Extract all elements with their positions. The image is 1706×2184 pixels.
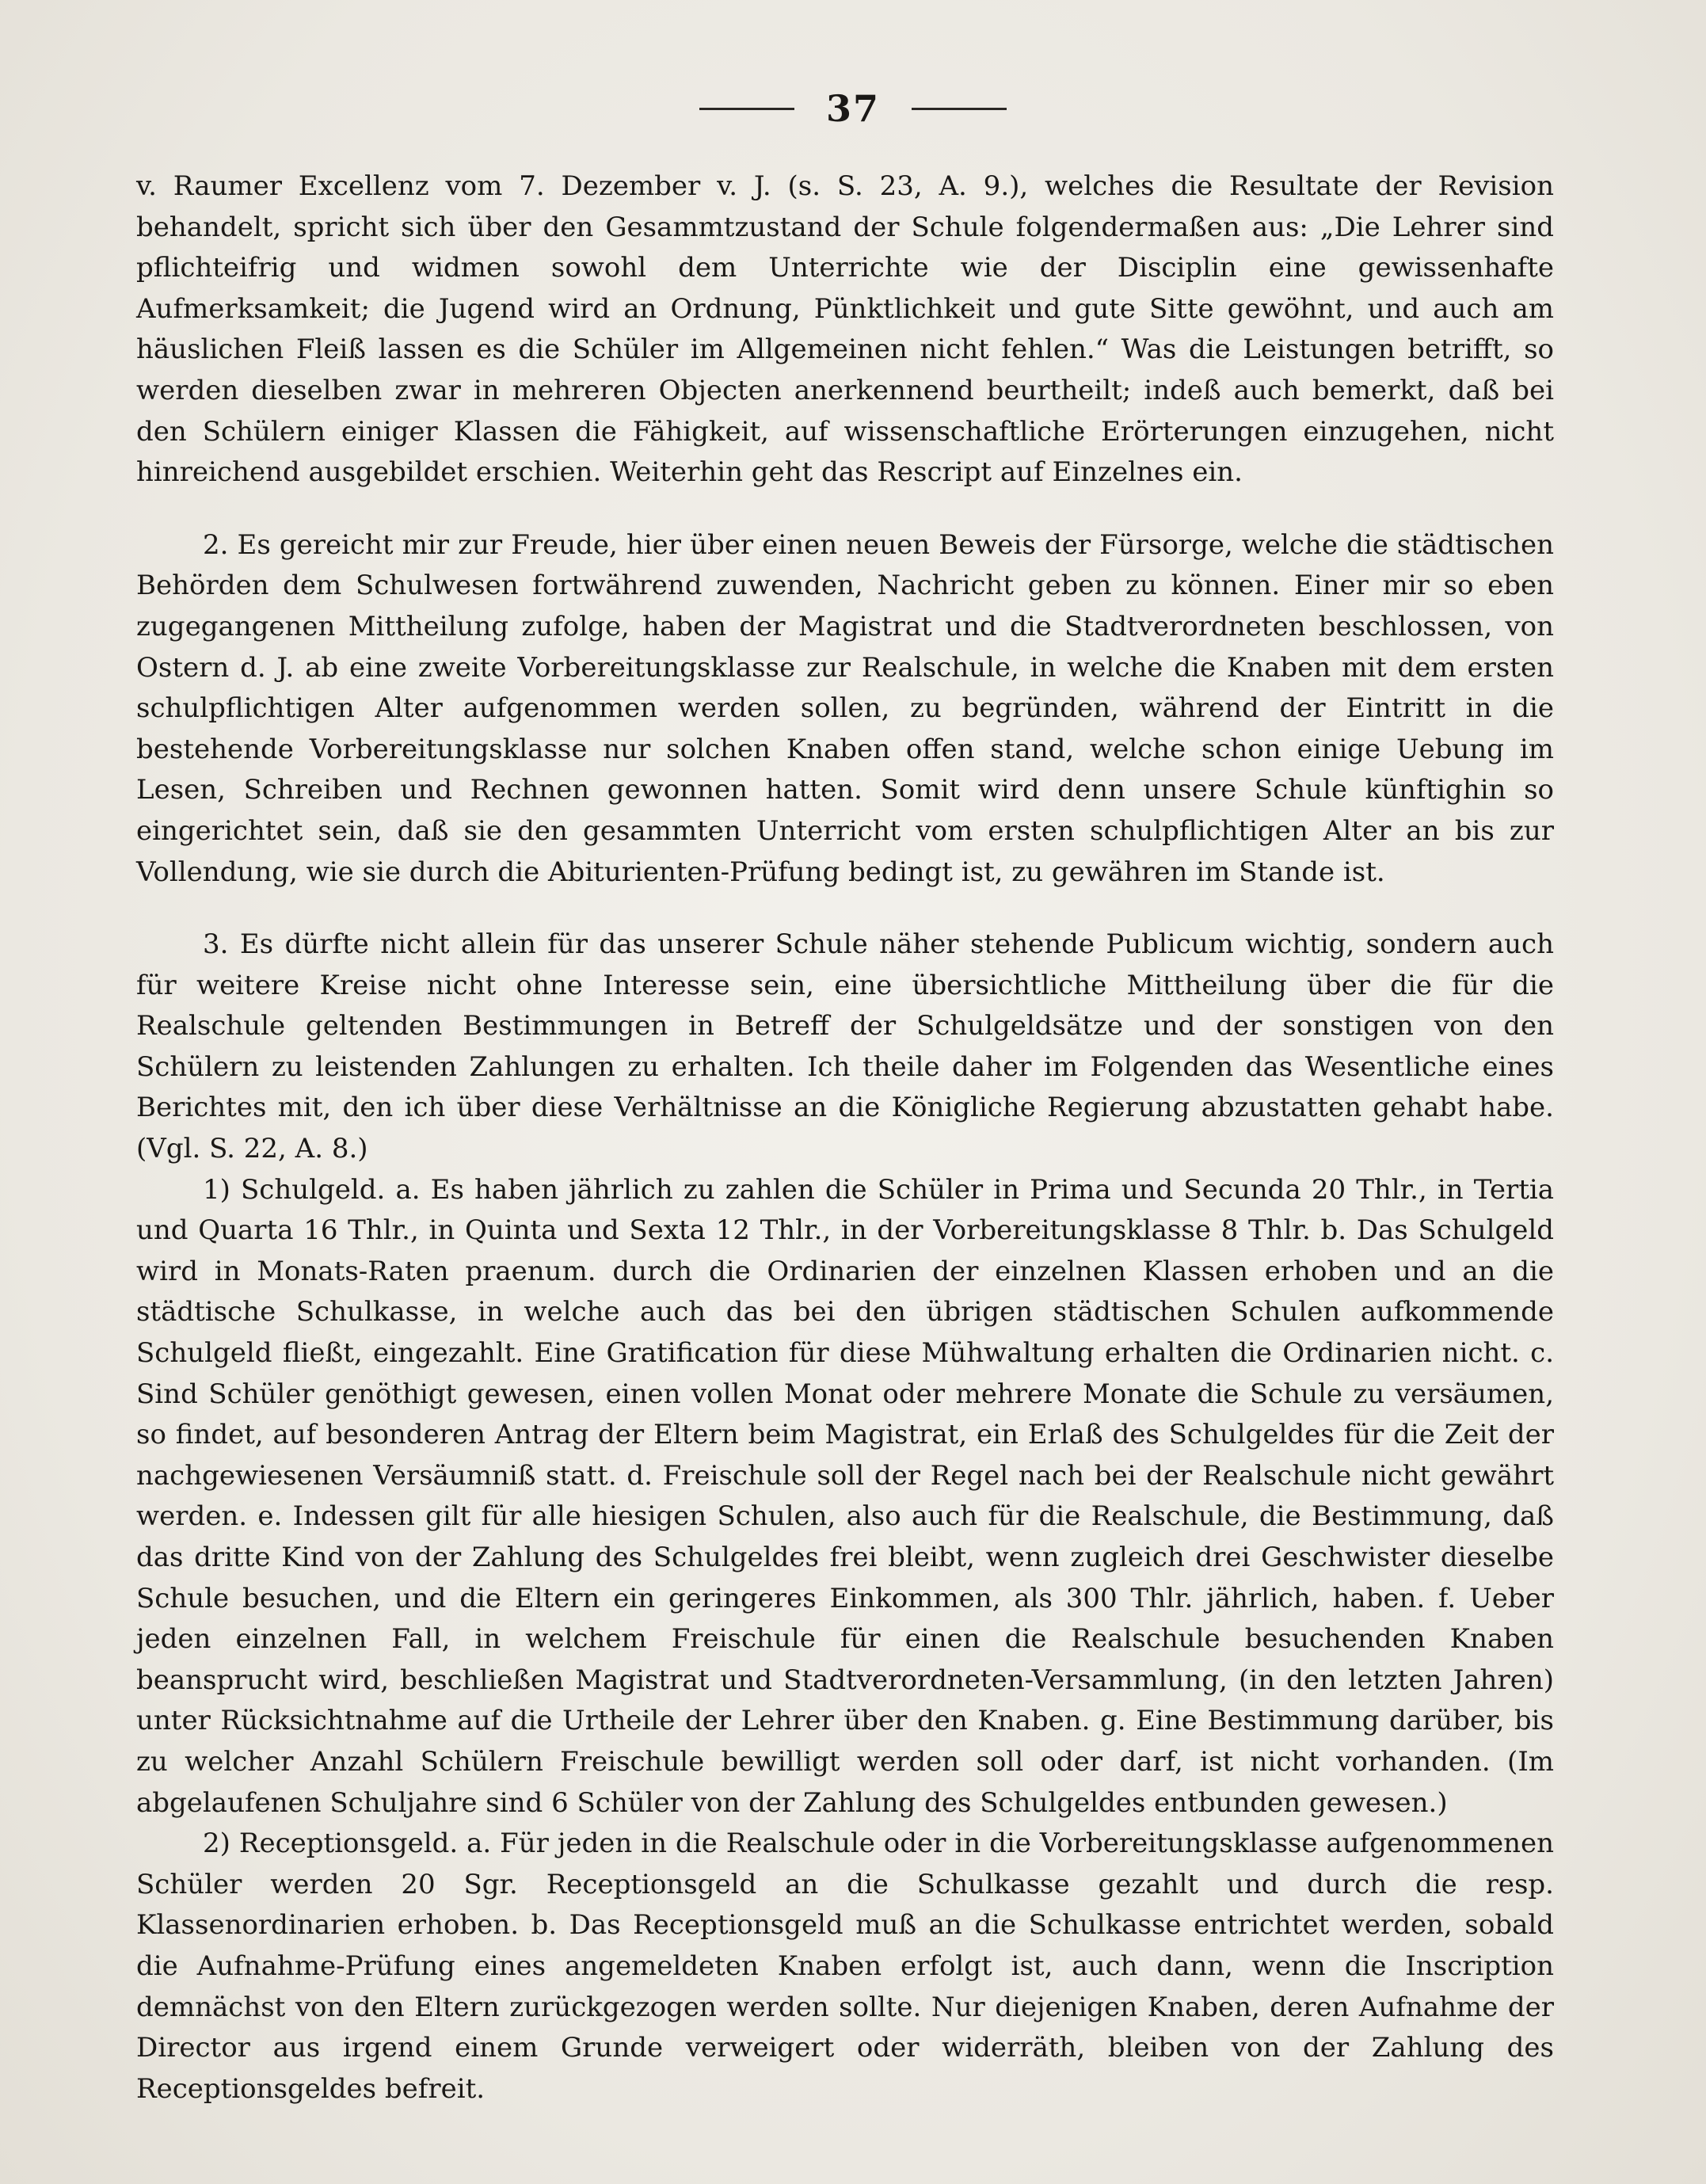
page-header	[0, 87, 1706, 130]
paragraph-continuation: v. Raumer Excellenz vom 7. Dezember v. J. (s. S. 23, A. 9.), welches die Resultate der Revision behandelt, spricht sich über den Gesammtzustand der Schule folgendermaßen aus: „Die Lehrer sind pflichteifrig und widmen sowohl dem Unterrichte wie der Disciplin eine gewissenhafte Aufmerksamkeit; die Jugend wird an Ordnung, Pünktlichkeit und gute Sitte gewöhnt, und auch am häuslichen Fleiß lassen es die Schüler im Allgemeinen nicht fehlen.“ Was die Leistungen betrifft, so werden dieselben zwar in mehreren Objecten anerkennend beurtheilt; indeß auch bemerkt, daß bei den Schülern einiger Klassen die Fähigkeit, auf wissenschaftliche Erörterungen einzugehen, nicht hinreichend ausgebildet erschien. Weiterhin geht das Rescript auf Einzelnes ein.	[136, 170, 1554, 489]
paragraph-schulgeld: 1) Schulgeld. a. Es haben jährlich zu zahlen die Schüler in Prima und Secunda 20 Thlr., in Tertia und Quarta 16 Thlr., in Quinta und Sexta 12 Thlr., in der Vorbereitungsklasse 8 Thlr. b. Das Schulgeld wird in Monats-Raten praenum. durch die Ordinarien der einzelnen Klassen erhoben und an die städtische Schulkasse, in welche auch das bei den übrigen städtischen Schulen aufkommende Schulgeld fließt, eingezahlt. Eine Gratification für diese Mühwaltung erhalten die Ordinarien nicht. c. Sind Schüler genöthigt gewesen, einen vollen Monat oder mehrere Monate die Schule zu versäumen, so findet, auf besonderen Antrag der Eltern beim Magistrat, ein Erlaß des Schulgeldes für die Zeit der nachgewiesenen Versäumniß statt. d. Freischule soll der Regel nach bei der Realschule nicht gewährt werden. e. Indessen gilt für alle hiesigen Schulen, also auch für die Realschule, die Bestimmung, daß das dritte Kind von der Zahlung des Schulgeldes frei bleibt, wenn zugleich drei Geschwister dieselbe Schule besuchen, und die Eltern ein geringeres Einkommen, als 300 Thlr. jährlich, haben. f. Ueber jeden einzelnen Fall, in welchem Freischule für einen die Realschule besuchenden Knaben beansprucht wird, beschließen Magistrat und Stadtverordneten-Versammlung, (in den letzten Jahren) unter Rücksichtnahme auf die Urtheile der Lehrer über den Knaben. g. Eine Bestimmung darüber, bis zu welcher Anzahl Schülern Freischule bewilligt werden soll oder darf, ist nicht vorhanden. (Im abgelaufenen Schuljahre sind 6 Schüler von der Zahlung des Schulgeldes entbunden gewesen.)	[136, 1173, 1554, 1819]
header-rule-left	[699, 108, 794, 110]
page-number: 37	[825, 87, 880, 130]
header-rule-right	[912, 108, 1007, 110]
paragraph-receptionsgeld: 2) Receptionsgeld. a. Für jeden in die Realschule oder in die Vorbereitungsklasse aufgenommenen Schüler werden 20 Sgr. Receptionsgeld an die Schulkasse gezahlt und durch die resp. Klassenordinarien erhoben. b. Das Receptionsgeld muß an die Schulkasse entrichtet werden, sobald die Aufnahme-Prüfung eines angemeldeten Knaben erfolgt ist, auch dann, wenn die Inscription demnächst von den Eltern zurückgezogen werden sollte. Nur diejenigen Knaben, deren Aufnahme der Director aus irgend einem Grunde verweigert oder widerräth, bleiben von der Zahlung des Receptionsgeldes befreit.	[136, 1828, 1554, 2105]
page-body	[136, 166, 1554, 2110]
paragraph-2: 2. Es gereicht mir zur Freude, hier über einen neuen Beweis der Fürsorge, welche die städtischen Behörden dem Schulwesen fortwährend zuwenden, Nachricht geben zu können. Einer mir so eben zugegangenen Mittheilung zufolge, haben der Magistrat und die Stadtverordneten beschlossen, von Ostern d. J. ab eine zweite Vorbereitungsklasse zur Realschule, in welche die Knaben mit dem ersten schulpflichtigen Alter aufgenommen werden sollen, zu begründen, während der Eintritt in die bestehende Vorbereitungsklasse nur solchen Knaben offen stand, welche schon einige Uebung im Lesen, Schreiben und Rechnen gewonnen hatten. Somit wird denn unsere Schule künftighin so eingerichtet sein, daß sie den gesammten Unterricht vom ersten schulpflichtigen Alter an bis zur Vollendung, wie sie durch die Abiturienten-Prüfung bedingt ist, zu gewähren im Stande ist.	[136, 528, 1554, 888]
paragraph-3: 3. Es dürfte nicht allein für das unserer Schule näher stehende Publicum wichtig, sondern auch für weitere Kreise nicht ohne Interesse sein, eine übersichtliche Mittheilung über die für die Realschule geltenden Bestimmungen in Betreff der Schulgeldsätze und der sonstigen von den Schülern zu leistenden Zahlungen zu erhalten. Ich theile daher im Folgenden das Wesentliche eines Berichtes mit, den ich über diese Verhältnisse an die Königliche Regierung abzustatten gehabt habe. (Vgl. S. 22, A. 8.)	[136, 928, 1554, 1165]
